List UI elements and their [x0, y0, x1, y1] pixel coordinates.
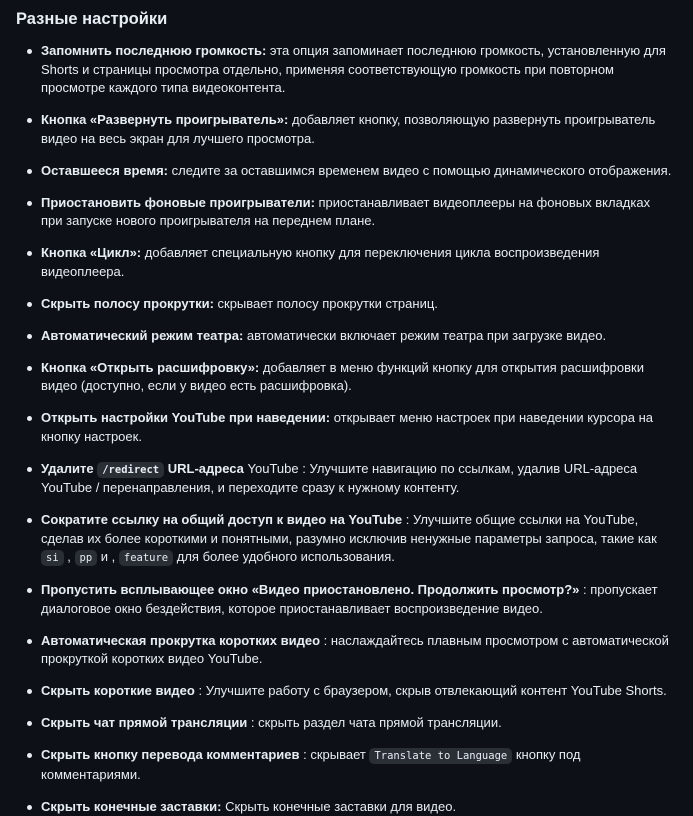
- item-description-end: кнопку под комментариями.: [41, 747, 581, 782]
- list-item: [16, 511, 673, 568]
- list-item: [16, 327, 673, 346]
- item-title: Скрыть чат прямой трансляции: [41, 715, 247, 730]
- item-title: Кнопка «Цикл»:: [41, 245, 141, 260]
- item-description: открывает меню настроек при наведении курсора на кнопку настроек.: [41, 410, 653, 444]
- inline-code: feature: [119, 550, 173, 566]
- item-title-post: URL-адреса: [168, 461, 244, 476]
- item-description: : скрыть раздел чата прямой трансляции.: [247, 715, 501, 730]
- item-description: эта опция запоминает последнюю громкость, установленную для Shorts и страницы просмотра отдельно, применяя соответствующую громкость при повторном просмотре каждого типа видеоконтента.: [41, 43, 666, 95]
- item-title: Открыть настройки YouTube при наведении:: [41, 410, 330, 425]
- item-description: : пропускает диалоговое окно бездействия, которое приостанавливает воспроизведение видео.: [41, 582, 658, 616]
- list-item: [16, 682, 673, 701]
- item-title: Оставшееся время:: [41, 163, 168, 178]
- item-description: Скрыть конечные заставки для видео.: [221, 799, 456, 814]
- item-description: : Улучшите работу с браузером, скрыв отвлекающий контент YouTube Shorts.: [195, 683, 667, 698]
- list-item: [16, 798, 673, 816]
- inline-code: Translate to Language: [369, 748, 512, 764]
- item-title: Сократите ссылку на общий доступ к видео на YouTube: [41, 512, 402, 527]
- list-item: [16, 409, 673, 446]
- list-item: [16, 581, 673, 618]
- item-title: Автоматический режим театра:: [41, 328, 243, 343]
- list-item: [16, 359, 673, 396]
- item-description: YouTube : Улучшите навигацию по ссылкам, удалив URL-адреса YouTube / перенаправления, и переходите сразу к нужному контенту.: [41, 461, 637, 496]
- item-title: Кнопка «Развернуть проигрыватель»:: [41, 112, 288, 127]
- item-description: : наслаждайтесь плавным просмотром с автоматической прокруткой коротких видео YouTube.: [41, 633, 669, 667]
- item-title-pre: Удалите: [41, 461, 94, 476]
- list-item: [16, 632, 673, 669]
- list-item: [16, 194, 673, 231]
- section-title: Разные настройки: [16, 8, 673, 30]
- list-item: [16, 714, 673, 733]
- item-title: Запомнить последнюю громкость:: [41, 43, 266, 58]
- inline-code: /redirect: [97, 462, 164, 478]
- item-description: : скрывает: [300, 747, 370, 762]
- separator: ,: [64, 549, 75, 564]
- item-title: Скрыть короткие видео: [41, 683, 195, 698]
- list-item: [16, 746, 673, 784]
- item-title: Кнопка «Открыть расшифровку»:: [41, 360, 259, 375]
- item-description: скрывает полосу прокрутки страниц.: [214, 296, 438, 311]
- list-item: [16, 460, 673, 498]
- item-title: Скрыть полосу прокрутки:: [41, 296, 214, 311]
- item-description: : Улучшите общие ссылки на YouTube, сделав их более короткими и понятными, разумно исключив ненужные параметры запроса, такие как: [41, 512, 657, 546]
- item-title: [41, 461, 244, 476]
- inline-code: si: [41, 550, 64, 566]
- item-title: Пропустить всплывающее окно «Видео приостановлено. Продолжить просмотр?»: [41, 582, 579, 597]
- inline-code: pp: [75, 550, 98, 566]
- settings-list: [16, 42, 673, 816]
- list-item: [16, 42, 673, 98]
- item-description: приостанавливает видеоплееры на фоновых вкладках при запуске нового проигрывателя на переднем плане.: [41, 195, 650, 229]
- item-description-end: для более удобного использования.: [173, 549, 395, 564]
- item-title: Приостановить фоновые проигрыватели:: [41, 195, 315, 210]
- list-item: [16, 111, 673, 148]
- item-description: добавляет в меню функций кнопку для открытия расшифровки видео (доступно, если у видео есть расшифровка).: [41, 360, 644, 394]
- item-title: Скрыть кнопку перевода комментариев: [41, 747, 300, 762]
- item-description: добавляет специальную кнопку для переключения цикла воспроизведения видеоплеера.: [41, 245, 599, 279]
- item-title: Автоматическая прокрутка коротких видео: [41, 633, 320, 648]
- item-description: автоматически включает режим театра при загрузке видео.: [243, 328, 606, 343]
- item-description: добавляет кнопку, позволяющую развернуть проигрыватель видео на весь экран для лучшего просмотра.: [41, 112, 655, 146]
- list-item: [16, 244, 673, 281]
- item-title: Скрыть конечные заставки:: [41, 799, 221, 814]
- separator: и ,: [97, 549, 119, 564]
- item-description: следите за оставшимся временем видео с помощью динамического отображения.: [168, 163, 671, 178]
- list-item: [16, 295, 673, 314]
- list-item: [16, 162, 673, 181]
